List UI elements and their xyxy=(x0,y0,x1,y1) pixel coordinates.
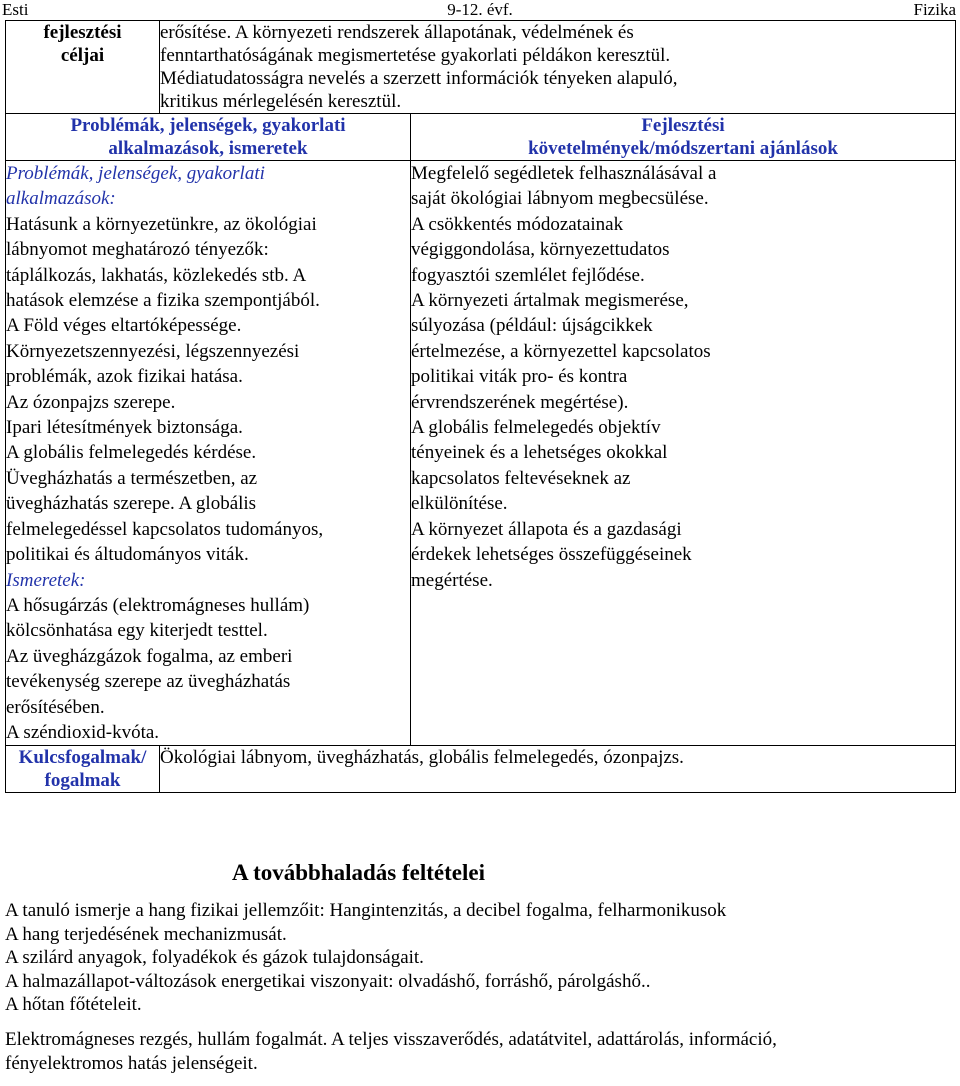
column-header-row xyxy=(6,114,956,161)
requirement-line: tényeinek és a lehetséges okokkal xyxy=(411,442,668,464)
body-line: A halmazállapot-változások energetikai viszonyait: olvadáshő, forráshő, párolgáshő.. xyxy=(5,970,651,992)
section-title: A továbbhaladás feltételei xyxy=(232,860,485,885)
page-header xyxy=(0,0,960,20)
keywords-label-line: fogalmak xyxy=(44,770,121,792)
requirement-line: A környezet állapota és a gazdasági xyxy=(411,518,682,540)
goals-label xyxy=(6,21,160,114)
requirement-line: elkülönítése. xyxy=(411,493,508,515)
content-line: problémák, azok fizikai hatása. xyxy=(6,366,243,388)
left-column-header xyxy=(6,114,411,161)
goals-row xyxy=(6,21,956,114)
body-line: Elektromágneses rezgés, hullám fogalmát. A teljes visszaverődés, adatátvitel, adattárolás, információ, xyxy=(5,1028,777,1050)
content-line: lábnyomot meghatározó tényezők: xyxy=(6,239,269,261)
content-row xyxy=(6,161,956,746)
body-line: A szilárd anyagok, folyadékok és gázok tulajdonságait. xyxy=(5,947,424,969)
keywords-label xyxy=(6,746,160,793)
body-line: A hang terjedésének mechanizmusát. xyxy=(5,923,287,945)
content-line: A hősugárzás (elektromágneses hullám) xyxy=(6,594,310,616)
body-line: A hőtan főtételeit. xyxy=(5,994,142,1016)
requirement-line: megértése. xyxy=(411,569,493,591)
content-line: politikai és áltudományos viták. xyxy=(6,544,249,566)
requirement-line: súlyozása (például: újságcikkek xyxy=(411,315,653,337)
requirements-text xyxy=(5,899,955,1075)
goals-line: kritikus mérlegelésén keresztül. xyxy=(160,91,402,112)
goals-text xyxy=(160,21,956,114)
content-line: Ipari létesítmények biztonsága. xyxy=(6,417,243,439)
keywords-row xyxy=(6,746,956,793)
content-line: táplálkozás, lakhatás, közlekedés stb. A xyxy=(6,264,307,286)
curriculum-table xyxy=(5,20,956,793)
header-subject: Fizika xyxy=(913,0,956,19)
section-heading: Problémák, jelenségek, gyakorlati xyxy=(6,163,265,184)
content-line: A széndioxid-kvóta. xyxy=(6,721,160,743)
requirement-line: értelmezése, a környezettel kapcsolatos xyxy=(411,340,711,362)
requirement-line: végiggondolása, környezettudatos xyxy=(411,239,670,261)
content-line: üvegházhatás szerepe. A globális xyxy=(6,493,257,515)
content-line: hatások elemzése a fizika szempontjából. xyxy=(6,290,320,312)
content-line: A Föld véges eltartóképessége. xyxy=(6,315,242,337)
right-header-line: Fejlesztési xyxy=(641,115,725,136)
content-line: Üvegházhatás a természetben, az xyxy=(6,467,258,489)
left-header-line: alkalmazások, ismeretek xyxy=(108,138,308,159)
requirement-line: saját ökológiai lábnyom megbecsülése. xyxy=(411,188,709,210)
content-line: A globális felmelegedés kérdése. xyxy=(6,442,257,464)
requirement-line: Megfelelő segédletek felhasználásával a xyxy=(411,163,717,184)
requirement-line: érvrendszerének megértése). xyxy=(411,391,629,413)
body-line: A tanuló ismerje a hang fizikai jellemzőit: Hangintenzitás, a decibel fogalma, felharmonikusok xyxy=(5,900,727,921)
content-line: Környezetszennyezési, légszennyezési xyxy=(6,340,300,362)
requirement-line: A csökkentés módozatainak xyxy=(411,213,624,235)
keywords-text: Ökológiai lábnyom, üvegházhatás, globális felmelegedés, ózonpajzs. xyxy=(160,746,956,793)
requirement-line: érdekek lehetséges összefüggéseinek xyxy=(411,544,692,566)
goals-line: fenntarthatóságának megismertetése gyakorlati példákon keresztül. xyxy=(160,45,671,66)
content-line: Hatásunk a környezetünkre, az ökológiai xyxy=(6,213,317,235)
content-line: erősítésében. xyxy=(6,696,105,718)
requirement-line: politikai viták pro- és kontra xyxy=(411,366,628,388)
section-heading: alkalmazások: xyxy=(6,188,116,210)
requirement-line: fogyasztói szemlélet fejlődése. xyxy=(411,264,645,286)
header-grade: 9-12. évf. xyxy=(447,0,513,19)
content-line: felmelegedéssel kapcsolatos tudományos, xyxy=(6,518,324,540)
header-left: Esti xyxy=(2,0,29,19)
body-line: fényelektromos hatás jelenségeit. xyxy=(5,1052,258,1074)
section-heading: Ismeretek: xyxy=(6,569,86,591)
goals-line: Médiatudatosságra nevelés a szerzett információk tényeken alapuló, xyxy=(160,68,678,89)
goals-line: erősítése. A környezeti rendszerek állapotának, védelmének és xyxy=(160,22,634,43)
left-header-line: Problémák, jelenségek, gyakorlati xyxy=(70,115,346,136)
right-header-line: követelmények/módszertani ajánlások xyxy=(528,138,838,159)
content-line: kölcsönhatása egy kiterjedt testtel. xyxy=(6,620,268,642)
content-line: tevékenység szerepe az üvegházhatás xyxy=(6,671,291,693)
requirement-line: A globális felmelegedés objektív xyxy=(411,417,661,439)
requirement-line: A környezeti ártalmak megismerése, xyxy=(411,290,689,312)
requirements-cell xyxy=(411,161,956,746)
goals-label-line: céljai xyxy=(60,45,105,66)
keywords-label-line: Kulcsfogalmak/ xyxy=(18,747,147,769)
goals-label-line: fejlesztési xyxy=(43,22,122,43)
content-line: Az üvegházgázok fogalma, az emberi xyxy=(6,645,293,667)
problems-cell xyxy=(6,161,411,746)
right-column-header xyxy=(411,114,956,161)
requirement-line: kapcsolatos feltevéseknek az xyxy=(411,467,631,489)
content-line: Az ózonpajzs szerepe. xyxy=(6,391,176,413)
